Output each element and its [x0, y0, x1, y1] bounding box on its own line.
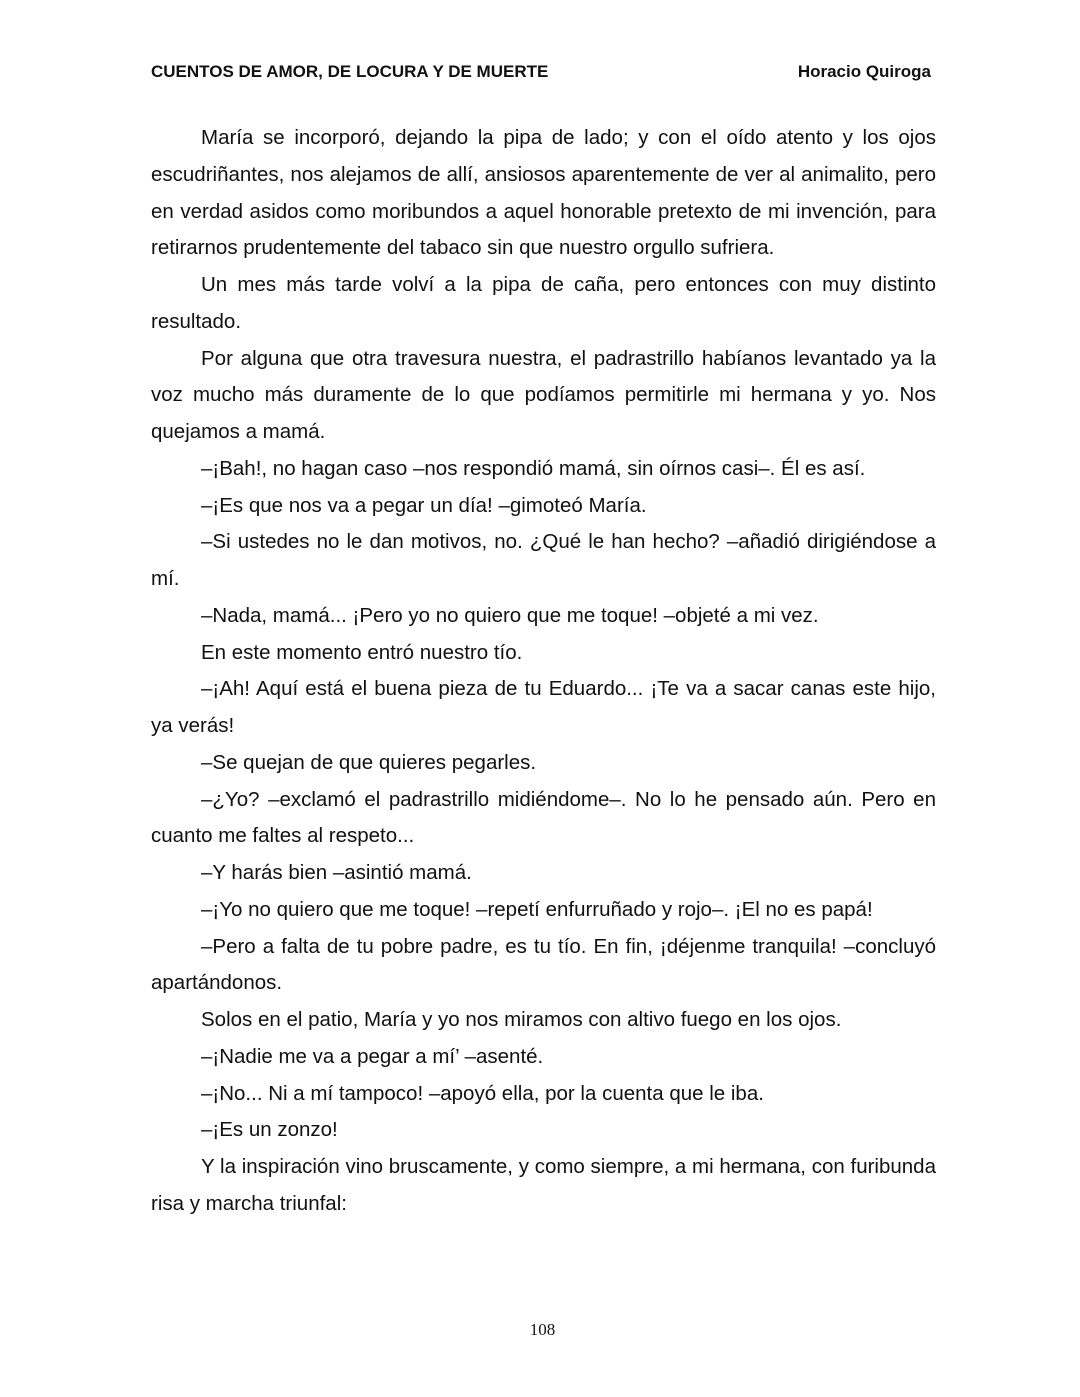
book-title: CUENTOS DE AMOR, DE LOCURA Y DE MUERTE — [151, 62, 549, 81]
paragraph: Un mes más tarde volví a la pipa de caña, pero entonces con muy distinto resultado. — [151, 273, 936, 333]
page-number: 108 — [529, 1320, 556, 1339]
dialogue-line: –¡No... Ni a mí tampoco! –apoyó ella, por la cuenta que le iba. — [201, 1081, 764, 1105]
dialogue-line: –Se quejan de que quieres pegarles. — [201, 750, 537, 774]
dialogue-line: –¡Yo no quiero que me toque! –repetí enfurruñado y rojo–. ¡El no es papá! — [201, 897, 873, 921]
running-header — [151, 62, 931, 86]
dialogue-line: –Si ustedes no le dan motivos, no. ¿Qué le han hecho? –añadió dirigiéndose a mí. — [151, 530, 936, 590]
dialogue-line: –Pero a falta de tu pobre padre, es tu tío. En fin, ¡déjenme tranquila! –concluyó apartándonos. — [151, 934, 936, 995]
dialogue-line: –¡Ah! Aquí está el buena pieza de tu Eduardo... ¡Te va a sacar canas este hijo, ya verás! — [151, 677, 936, 737]
page-body — [151, 120, 936, 1223]
paragraph: Y la inspiración vino bruscamente, y como siempre, a mi hermana, con furibunda risa y marcha triunfal: — [151, 1155, 936, 1215]
dialogue-line: –Nada, mamá... ¡Pero yo no quiero que me toque! –objeté a mi vez. — [201, 603, 819, 627]
dialogue-line: –¿Yo? –exclamó el padrastrillo midiéndome–. No lo he pensado aún. Pero en cuanto me faltes al respeto... — [151, 787, 936, 848]
author-name: Horacio Quiroga — [797, 62, 931, 81]
dialogue-line: –¡Es un zonzo! — [201, 1118, 338, 1142]
dialogue-line: –¡Es que nos va a pegar un día! –gimoteó María. — [201, 493, 647, 517]
paragraph: Solos en el patio, María y yo nos miramos con altivo fuego en los ojos. — [201, 1008, 842, 1031]
paragraph: En este momento entró nuestro tío. — [201, 640, 523, 664]
paragraph: Por alguna que otra travesura nuestra, el padrastrillo habíanos levantado ya la voz mucho más duramente de lo que podíamos permitirle mi hermana y yo. Nos quejamos a mamá. — [151, 346, 936, 443]
dialogue-line: –¡Bah!, no hagan caso –nos respondió mamá, sin oírnos casi–. Él es así. — [201, 456, 866, 480]
dialogue-line: –¡Nadie me va a pegar a mí’ –asenté. — [201, 1044, 544, 1068]
dialogue-line: –Y harás bien –asintió mamá. — [201, 861, 472, 884]
paragraph: María se incorporó, dejando la pipa de lado; y con el oído atento y los ojos escudriñantes, nos alejamos de allí, ansiosos aparentemente de ver al animalito, pero en verdad asidos como moribundos a aquel honorable pretexto de mi invención, para retirarnos prudentemente del tabaco sin que nuestro orgullo sufriera. — [151, 126, 936, 260]
